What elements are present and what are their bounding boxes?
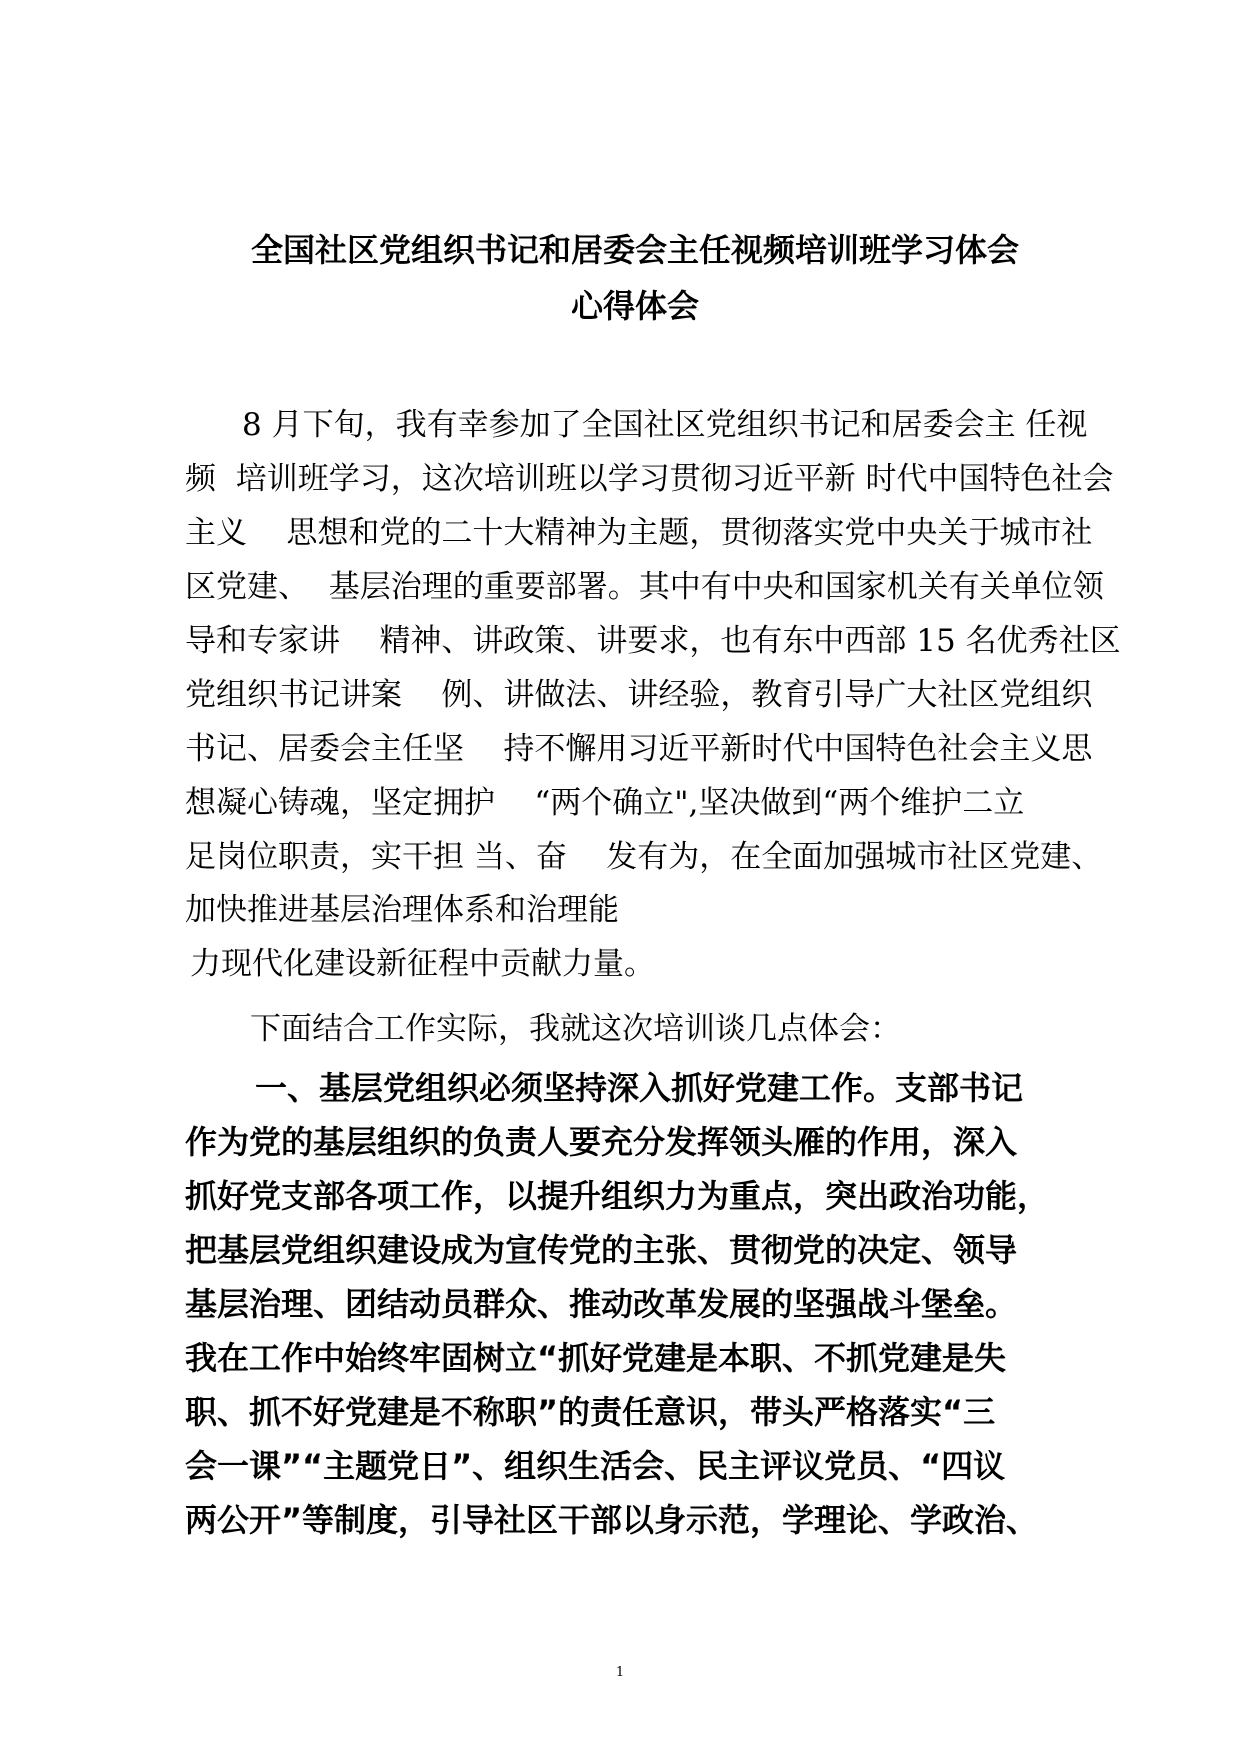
paragraph-line: 频 培训班学习，这次培训班以学习贯彻习近平新 时代中国特色社会 [185,461,1114,497]
document-title-line-1: 全国社区党组织书记和居委会主任视频培训班学习体会 [250,231,1019,269]
body-paragraph-2: 下面结合工作实际，我就这次培训谈几点体会： [250,1011,901,1047]
paragraph-line: 力现代化建设新征程中贡献力量。 [190,946,655,982]
paragraph-line: 加快推进基层治理体系和治理能 [185,892,619,928]
paragraph-line: 书记、居委会主任坚 持不懈用习近平新时代中国特色社会主义思 [185,731,1093,767]
paragraph-line: 一、基层党组织必须坚持深入抓好党建工作。支部书记 [255,1069,1024,1107]
paragraph-line: 党组织书记讲案 例、讲做法、讲经验，教育引导广大社区党组织 [185,677,1093,713]
paragraph-line: 区党建、 基层治理的重要部署。其中有中央和国家机关有关单位领 [185,569,1104,605]
paragraph-line: 我在工作中始终牢固树立“抓好党建是本职、不抓党建是失 [185,1339,1007,1377]
paragraph-line: 职、抓不好党建是不称职”的责任意识，带头严格落实“三 [185,1393,996,1431]
paragraph-line: 作为党的基层组织的负责人要充分发挥领头雁的作用，深入 [185,1123,1018,1161]
document-title-line-2: 心得体会 [570,287,699,325]
paragraph-line: 足岗位职责，实干担 当、奋 发有为，在全面加强城市社区党建、 [185,839,1103,875]
paragraph-line: 主义 思想和党的二十大精神为主题，贯彻落实党中央关于城市社 [185,515,1093,551]
paragraph-line: 8 月下旬，我有幸参加了全国社区党组织书记和居委会主 任视 [242,407,1088,443]
paragraph-line: 抓好党支部各项工作，以提升组织力为重点，突出政治功能， [185,1177,1050,1215]
paragraph-line: 把基层党组织建设成为宣传党的主张、贯彻党的决定、领导 [185,1231,1018,1269]
paragraph-line: 两公开”等制度，引导社区干部以身示范，学理论、学政治、 [185,1501,1039,1539]
paragraph-line: 会一课”“主题党日”、组织生活会、民主评议党员、“四议 [185,1447,1006,1485]
paragraph-line: 基层治理、团结动员群众、推动改革发展的坚强战斗堡垒。 [185,1285,1018,1323]
paragraph-line: 导和专家讲 精神、讲政策、讲要求，也有东中西部 15 名优秀社区 [185,623,1121,659]
paragraph-line: 想凝心铸魂，坚定拥护 “两个确立",坚决做到“两个维护二立 [185,785,1025,821]
page-number: 1 [615,1665,625,1680]
